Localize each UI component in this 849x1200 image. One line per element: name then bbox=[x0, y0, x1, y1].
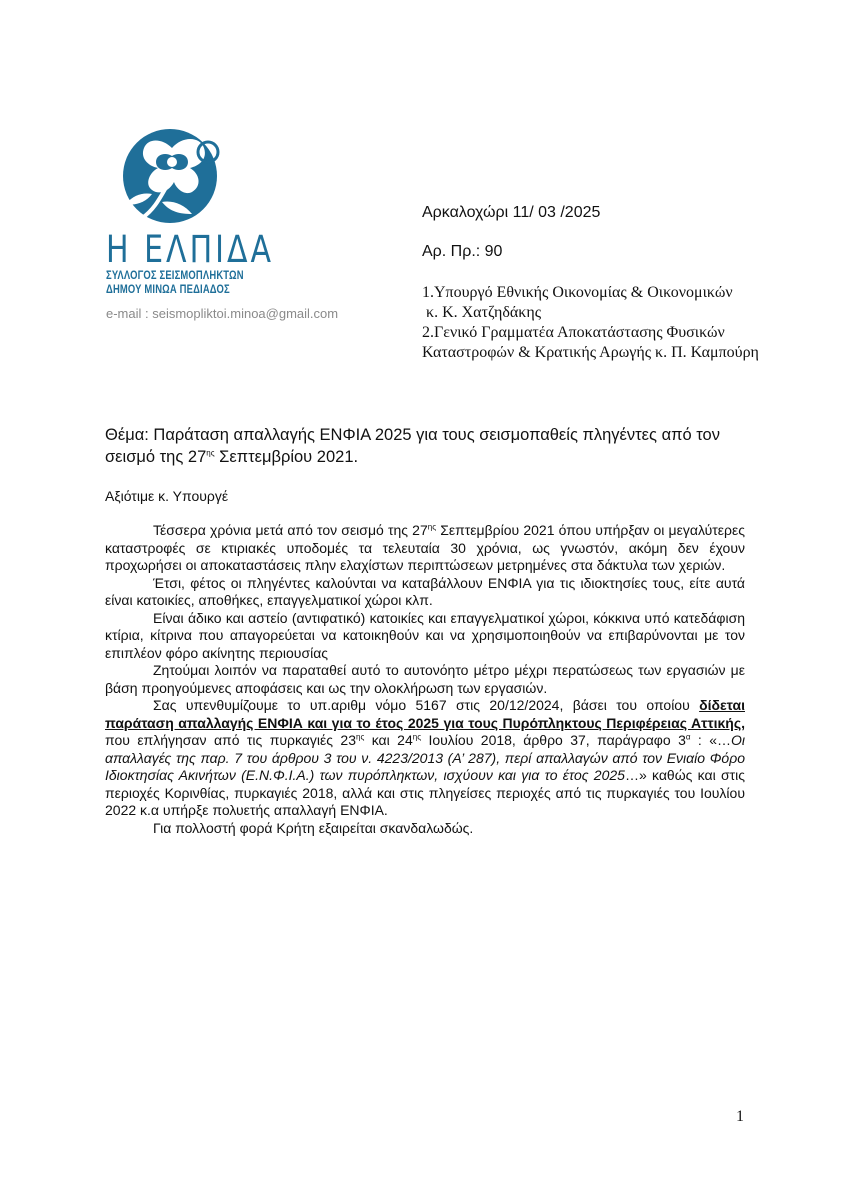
organization-name: Η ΕΛΠΙΔΑ bbox=[106, 228, 275, 272]
organization-subtitle-2: ΔΗΜΟΥ ΜΙΝΩΑ ΠΕΔΙΑΔΟΣ bbox=[106, 284, 230, 296]
recipient-line: κ. Κ. Χατζηδάκης bbox=[426, 304, 542, 321]
superscript: ης bbox=[412, 732, 422, 742]
salutation: Αξιότιμε κ. Υπουργέ bbox=[105, 488, 229, 504]
letter-body bbox=[105, 522, 745, 837]
page-number: 1 bbox=[736, 1108, 744, 1125]
recipient-line: 2.Γενικό Γραμματέα Αποκατάστασης Φυσικών bbox=[422, 324, 725, 341]
organization-logo bbox=[112, 122, 234, 226]
text: …» καθώς και στις περιοχές Κορινθίας, πυρκαγιές 2018, αλλά και στις πληγείσες περιοχές από τις πυρκαγιές του Ιουλίου 2022 κ.α υπήρξε πολυετής απαλλαγή ΕΝΦΙΑ. bbox=[105, 767, 745, 818]
superscript: ης bbox=[427, 522, 437, 532]
place-date: Αρκαλοχώρι 11/ 03 /2025 bbox=[422, 204, 601, 221]
paragraph bbox=[105, 697, 745, 820]
text: Σας υπενθυμίζουμε το υπ.αριθμ νόμο 5167 στις 20/12/2024, βάσει του οποίου bbox=[153, 697, 700, 713]
text: Σεπτεμβρίου 2021 όπου υπήρξαν οι μεγαλύτερες καταστροφές σε κτιριακές υποδομές τα τελευταία 30 χρόνια, ως γνωστόν, ακόμη δεν έχουν προχωρήσει οι αποκαταστάσεις πλην ελαχίστων περιπτώσεων μετρημένες στα δάκτυλα των χεριών. bbox=[105, 522, 745, 573]
organization-subtitle-1: ΣΥΛΛΟΓΟΣ ΣΕΙΣΜΟΠΛΗΚΤΩΝ bbox=[106, 270, 244, 282]
paragraph bbox=[105, 522, 745, 575]
paragraph: Για πολλοστή φορά Κρήτη εξαιρείται σκανδαλωδώς. bbox=[153, 819, 474, 836]
text: : «… bbox=[690, 732, 731, 748]
subject-line bbox=[105, 424, 745, 468]
paragraph: Έτσι, φέτος οι πληγέντες καλούνται να καταβάλλουν ΕΝΦΙΑ για τις ιδιοκτησίες τους, είτε αυτά είναι κατοικίες, αποθήκες, επαγγελματικοί χώροι κλπ. bbox=[105, 574, 745, 608]
text: Τέσσερα χρόνια μετά από τον σεισμό της 27 bbox=[153, 522, 428, 538]
bold-underlined-text: δίδεται παράταση απαλλαγής ΕΝΦΙΑ και για το έτος 2025 για τους Πυρόπληκτους Περιφέρειας Αττικής, bbox=[105, 697, 745, 731]
text: Ιουλίου 2018, άρθρο 37, παράγραφο 3 bbox=[421, 732, 686, 748]
protocol-number: Αρ. Πρ.: 90 bbox=[422, 243, 503, 260]
paragraph: Ζητούμαι λοιπόν να παραταθεί αυτό το αυτονόητο μέτρο μέχρι περατώσεως των εργασιών με βάση προηγούμενες αποφάσεις και ως την ολοκλήρωση των εργασιών. bbox=[105, 662, 745, 696]
text: και 24 bbox=[364, 732, 413, 748]
superscript: α bbox=[685, 732, 691, 742]
subject-text: Θέμα: Παράταση απαλλαγής ΕΝΦΙΑ 2025 για τους σεισμοπαθείς πληγέντες από τον σεισμό της 27 bbox=[105, 426, 720, 466]
text: που επλήγησαν από τις πυρκαγιές 23 bbox=[105, 732, 356, 748]
subject-text: Σεπτεμβρίου 2021. bbox=[214, 448, 359, 466]
recipient-line: 1.Υπουργό Εθνικής Οικονομίας & Οικονομικών bbox=[422, 284, 733, 301]
superscript: ης bbox=[356, 732, 365, 742]
italic-quote: Οι απαλλαγές της παρ. 7 του άρθρου 3 του ν. 4223/2013 (Α’ 287), περί απαλλαγών από τον Ενιαίο Φόρο Ιδιοκτησίας Ακινήτων (Ε.Ν.Φ.Ι.Α.) των πυρόπληκτων, ισχύουν και για το έτος 2025 bbox=[105, 732, 745, 783]
recipient-line: Καταστροφών & Κρατικής Αρωγής κ. Π. Καμπούρη bbox=[422, 344, 759, 361]
paragraph: Είναι άδικο και αστείο (αντιφατικό) κατοικίες και επαγγελματικοί χώροι, κόκκινα υπό κατεδάφιση κτίρια, κίτρινα που απαγορεύεται να κατοικηθούν και να χρησιμοποιηθούν να επιβαρύνονται με τον επιπλέον φόρο ακίνητης περιουσίας bbox=[105, 609, 745, 661]
organization-email: e-mail : seismopliktoi.minoa@gmail.com bbox=[106, 306, 339, 321]
superscript: ης bbox=[206, 448, 215, 458]
daffodil-logo-icon bbox=[112, 122, 234, 226]
